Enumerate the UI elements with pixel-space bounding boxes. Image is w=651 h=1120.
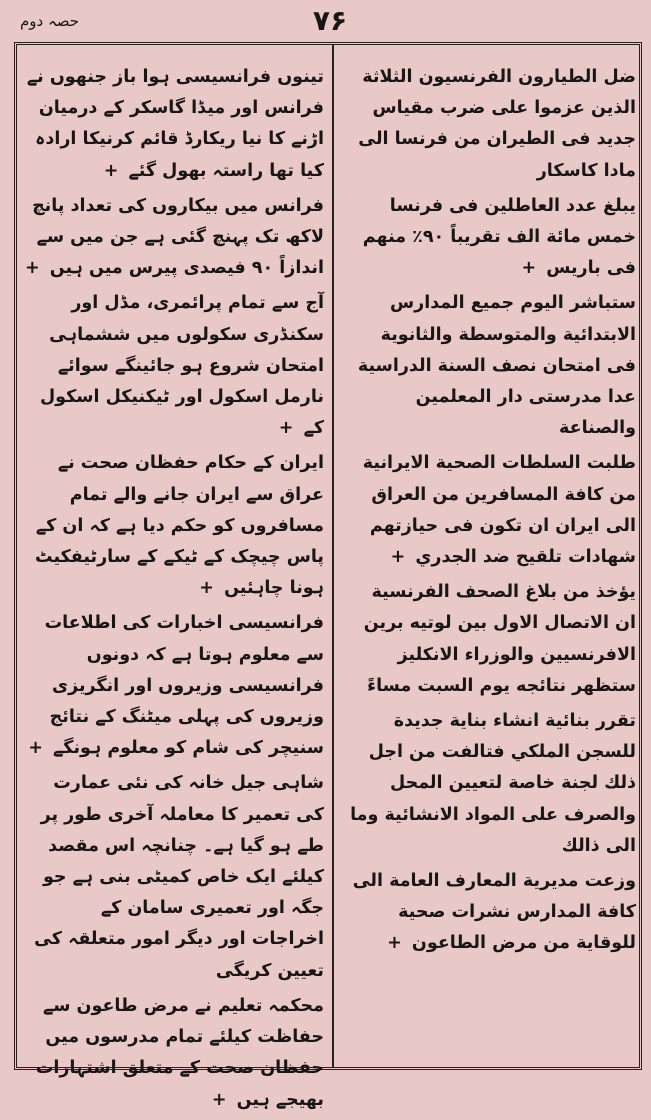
arabic-paragraph: طلبت السلطات الصحية الايرانية من كافة المسافرين من العراق الى ايران ان تكون فى حيازتهم شهادات تلقيح ضد الجدري +	[362, 453, 636, 568]
arabic-paragraph: يؤخذ من بلاغ الصحف الفرنسية ان الاتصال الاول بين لوتيه برين الافرنسيين والوزراء الانكليز ستظهر نتائجه يوم السبت مساءً	[363, 582, 636, 696]
column-divider	[332, 44, 334, 1068]
arabic-paragraph: ستباشر اليوم جميع المدارس الابتدائية والمتوسطة والثانوية فى امتحان نصف السنة الدراسية عدا مدرستى دار المعلمين والصناعة	[357, 293, 636, 439]
urdu-paragraph: فرانس میں بیکاروں کی تعداد پانچ لاکھ تک پہنچ گئی ہے جن میں سے اندازاً ۹۰ فیصدی پیرس میں ہیں +	[25, 195, 324, 279]
urdu-paragraph: تینوں فرانسیسی ہوا باز جنھوں نے فرانس اور میڈا گاسکر کے درمیان اڑنے کا نیا ریکارڈ قائم کرنیکا ارادہ کیا تھا راستہ بھول گئے +	[26, 67, 324, 181]
arabic-paragraph: ضل الطيارون الفرنسيون الثلاثة الذين عزموا على ضرب مقياس جديد فى الطيران من فرنسا الى مادا كاسكار	[358, 67, 636, 181]
urdu-paragraph: محکمہ تعلیم نے مرض طاعون سے حفاظت کیلئے تمام مدرسوں میں حفظان صحت کے متعلق اشتہارات بھیجے ہیں +	[35, 995, 324, 1110]
page-header	[0, 0, 651, 42]
arabic-column	[348, 62, 636, 964]
urdu-paragraph: آج سے تمام پرائمری، مڈل اور سکنڈری سکولوں میں ششماہی امتحان شروع ہو جائینگے سوائے نارمل اسکول اور ٹیکنیکل اسکول کے +	[39, 293, 324, 439]
urdu-paragraph: فرانسیسی اخبارات کی اطلاعات سے معلوم ہوتا ہے کہ دونوں فرانسیسی وزیروں اور انگریزی وزیروں کی پہلی میٹنگ کے نتائج سنیچر کی شام کو معلوم ہونگے +	[28, 613, 324, 759]
urdu-paragraph: ایران کے حکام حفظان صحت نے عراق سے ایران جانے والے تمام مسافروں کو حکم دیا ہے کہ ان کے پاس چیچک کے ٹیکے کے سارٹیفکیٹ ہونا چاہئیں +	[34, 453, 324, 599]
arabic-paragraph: تقرر بنائية انشاء بناية جديدة للسجن الملكي فتالفت من اجل ذلك لجنة خاصة لتعيين المحل والصرف على المواد الانشائية وما الى ذالك	[350, 711, 636, 856]
arabic-paragraph: يبلغ عدد العاطلين فى فرنسا خمس مائة الف تقريباً ٩٠٪ منهم فى باريس +	[362, 195, 636, 279]
arabic-paragraph: وزعت مديرية المعارف العامة الى كافة المدارس نشرات صحية للوقاية من مرض الطاعون +	[352, 871, 636, 954]
urdu-paragraph: شاہی جیل خانہ کی نئی عمارت کی تعمیر کا معاملہ آخری طور پر طے ہو گیا ہے۔ چنانچہ اس مقصد کیلئے ایک خاص کمیٹی بنی ہے جو جگہ اور تعمیری سامان کے اخراجات اور دیگر امور متعلقہ کی تعیین کریگی	[34, 773, 324, 981]
running-head: حصہ دوم	[20, 12, 80, 30]
urdu-column	[24, 62, 324, 1120]
page-number: ۷۶	[312, 4, 348, 37]
